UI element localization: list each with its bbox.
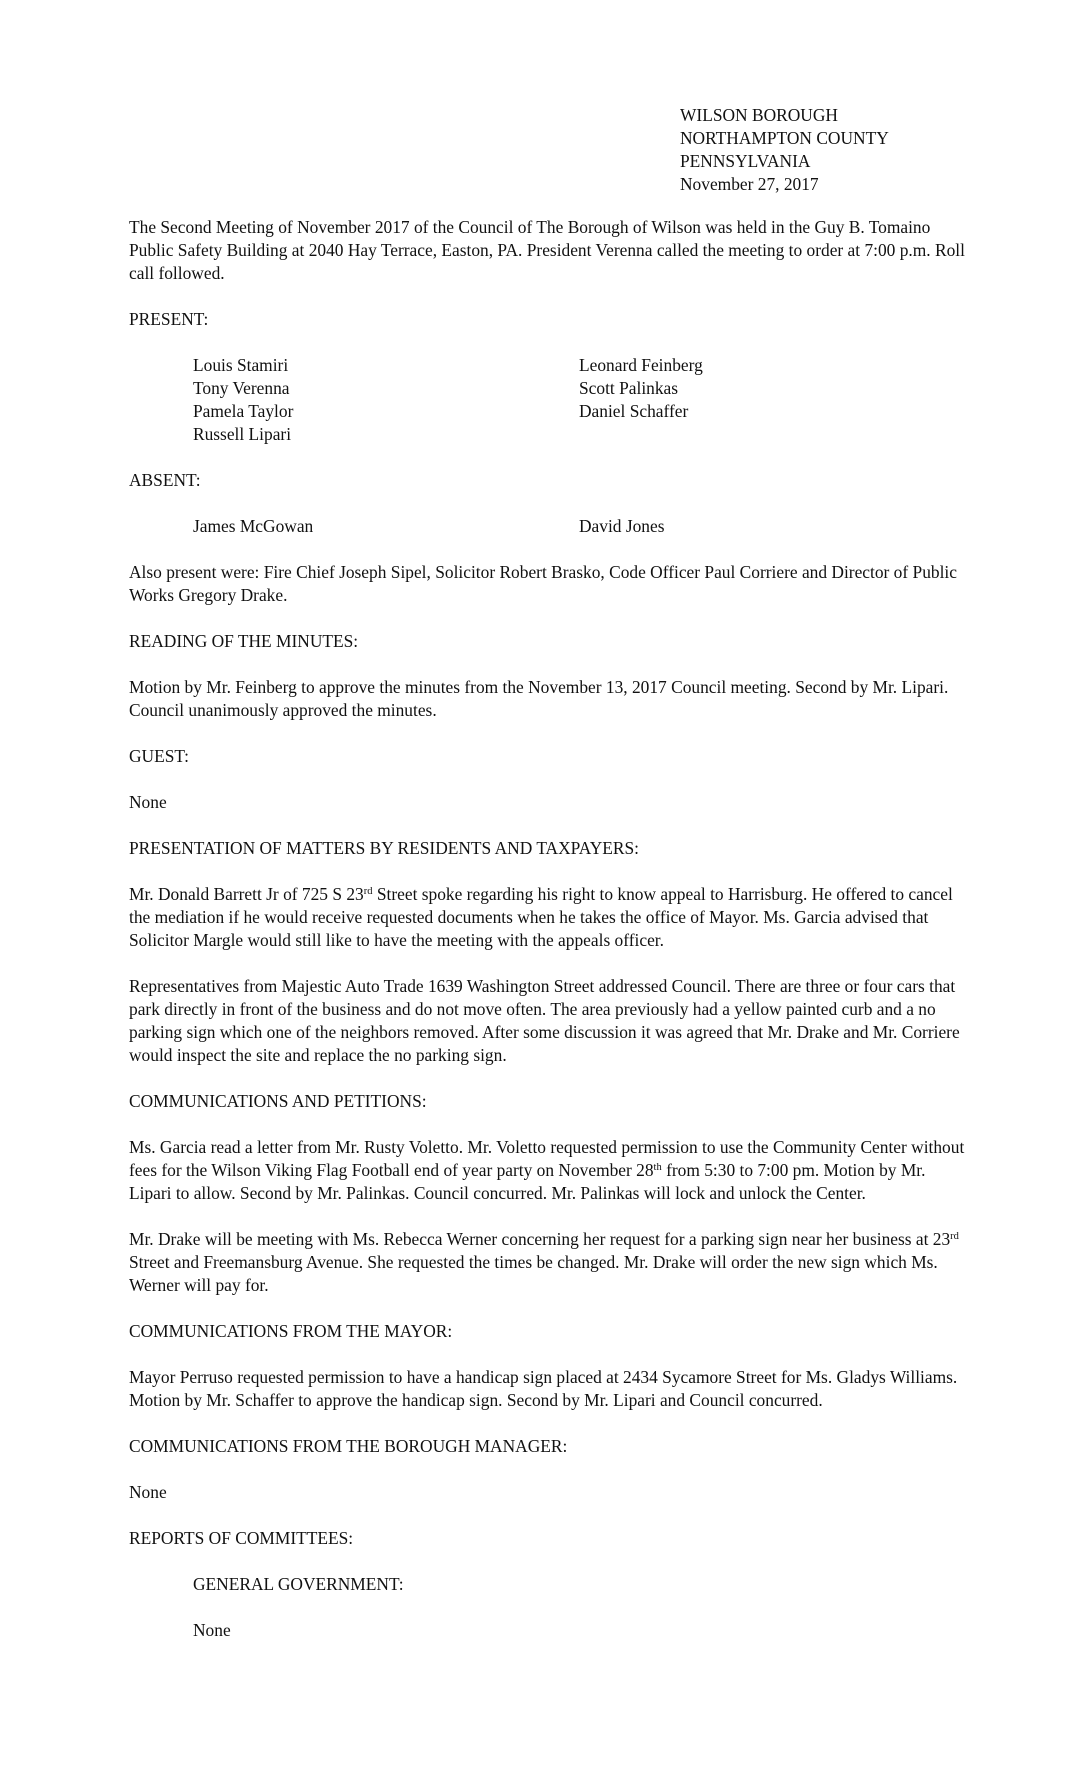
present-heading: PRESENT: [129, 309, 209, 329]
text-run: Street and Freemansburg Avenue. She requested the times be changed. Mr. Drake will order the new sign which Ms. Werner will pay for. [129, 1252, 938, 1295]
text-run: Ms. Garcia read a letter from Mr. Rusty Voletto. Mr. Voletto requested permission to use the Community Center without fees for the Wilson Viking Flag Football end of year party on November 28 [129, 1137, 965, 1180]
present-column-left [193, 354, 579, 446]
member-name: Daniel Schaffer [579, 401, 689, 421]
communications-heading: COMMUNICATIONS AND PETITIONS: [129, 1091, 427, 1111]
member-name: Russell Lipari [193, 424, 292, 444]
present-column-right [579, 354, 879, 446]
county-name: NORTHAMPTON COUNTY [680, 128, 889, 148]
minutes-heading: READING OF THE MINUTES: [129, 631, 359, 651]
member-name: David Jones [579, 516, 665, 536]
meeting-date: November 27, 2017 [680, 174, 819, 194]
ordinal-suffix: th [653, 1162, 662, 1173]
communications-paragraph-1 [129, 1136, 969, 1205]
text-run: Mr. Drake will be meeting with Ms. Rebecca Werner concerning her request for a parking sign near her business at 23 [129, 1229, 951, 1249]
letterhead [680, 104, 889, 196]
member-name: Scott Palinkas [579, 378, 679, 398]
member-name: Tony Verenna [193, 378, 290, 398]
text-run: from 5:30 to 7:00 pm. Motion by Mr. Lipari to allow. Second by Mr. Palinkas. Council concurred. Mr. Palinkas will lock and unlock the Center. [129, 1160, 926, 1203]
minutes-paragraph: Motion by Mr. Feinberg to approve the minutes from the November 13, 2017 Council meeting. Second by Mr. Lipari. Council unanimously approved the minutes. [129, 677, 949, 720]
member-name: Pamela Taylor [193, 401, 294, 421]
also-present-paragraph: Also present were: Fire Chief Joseph Sipel, Solicitor Robert Brasko, Code Officer Paul Corriere and Director of Public Works Gregory Drake. [129, 562, 957, 605]
general-government-heading: GENERAL GOVERNMENT: [193, 1574, 404, 1594]
state-name: PENNSYLVANIA [680, 151, 811, 171]
text-run: Mr. Donald Barrett Jr of 725 S 23 [129, 884, 364, 904]
member-name: James McGowan [193, 516, 314, 536]
guest-heading: GUEST: [129, 746, 190, 766]
intro-paragraph: The Second Meeting of November 2017 of the Council of The Borough of Wilson was held in the Guy B. Tomaino Public Safety Building at 2040 Hay Terrace, Easton, PA. President Verenna called the meeting to order at 7:00 p.m. Roll call followed. [129, 217, 965, 283]
text-run: Street spoke regarding his right to know appeal to Harrisburg. He offered to cancel the mediation if he would receive requested documents when he takes the office of Mayor. Ms. Garcia advised that Solicitor Margle would still like to have the meeting with the appeals officer. [129, 884, 953, 950]
absent-roster [193, 515, 969, 538]
ordinal-suffix: rd [950, 1231, 959, 1242]
member-name: Louis Stamiri [193, 355, 289, 375]
ordinal-suffix: rd [363, 886, 373, 897]
residents-heading: PRESENTATION OF MATTERS BY RESIDENTS AND TAXPAYERS: [129, 838, 639, 858]
minutes-body [129, 216, 969, 1665]
present-roster [193, 354, 969, 446]
residents-paragraph-1 [129, 883, 969, 952]
borough-name: WILSON BOROUGH [680, 105, 838, 125]
manager-heading: COMMUNICATIONS FROM THE BOROUGH MANAGER: [129, 1436, 568, 1456]
mayor-paragraph: Mayor Perruso requested permission to have a handicap sign placed at 2434 Sycamore Street for Ms. Gladys Williams. Motion by Mr. Schaffer to approve the handicap sign. Second by Mr. Lipari and Council concurred. [129, 1367, 958, 1410]
communications-paragraph-2 [129, 1228, 969, 1297]
absent-column-left [193, 515, 579, 538]
general-government-text: None [193, 1620, 231, 1640]
guest-text: None [129, 792, 167, 812]
absent-column-right [579, 515, 879, 538]
residents-paragraph-2: Representatives from Majestic Auto Trade 1639 Washington Street addressed Council. There are three or four cars that park directly in front of the business and do not move often. The area previously had a yellow painted curb and a no parking sign which one of the neighbors removed. After some discussion it was agreed that Mr. Drake and Mr. Corriere would inspect the site and replace the no parking sign. [129, 976, 960, 1065]
absent-heading: ABSENT: [129, 470, 201, 490]
member-name: Leonard Feinberg [579, 355, 703, 375]
committees-heading: REPORTS OF COMMITTEES: [129, 1528, 354, 1548]
manager-text: None [129, 1482, 167, 1502]
mayor-heading: COMMUNICATIONS FROM THE MAYOR: [129, 1321, 453, 1341]
